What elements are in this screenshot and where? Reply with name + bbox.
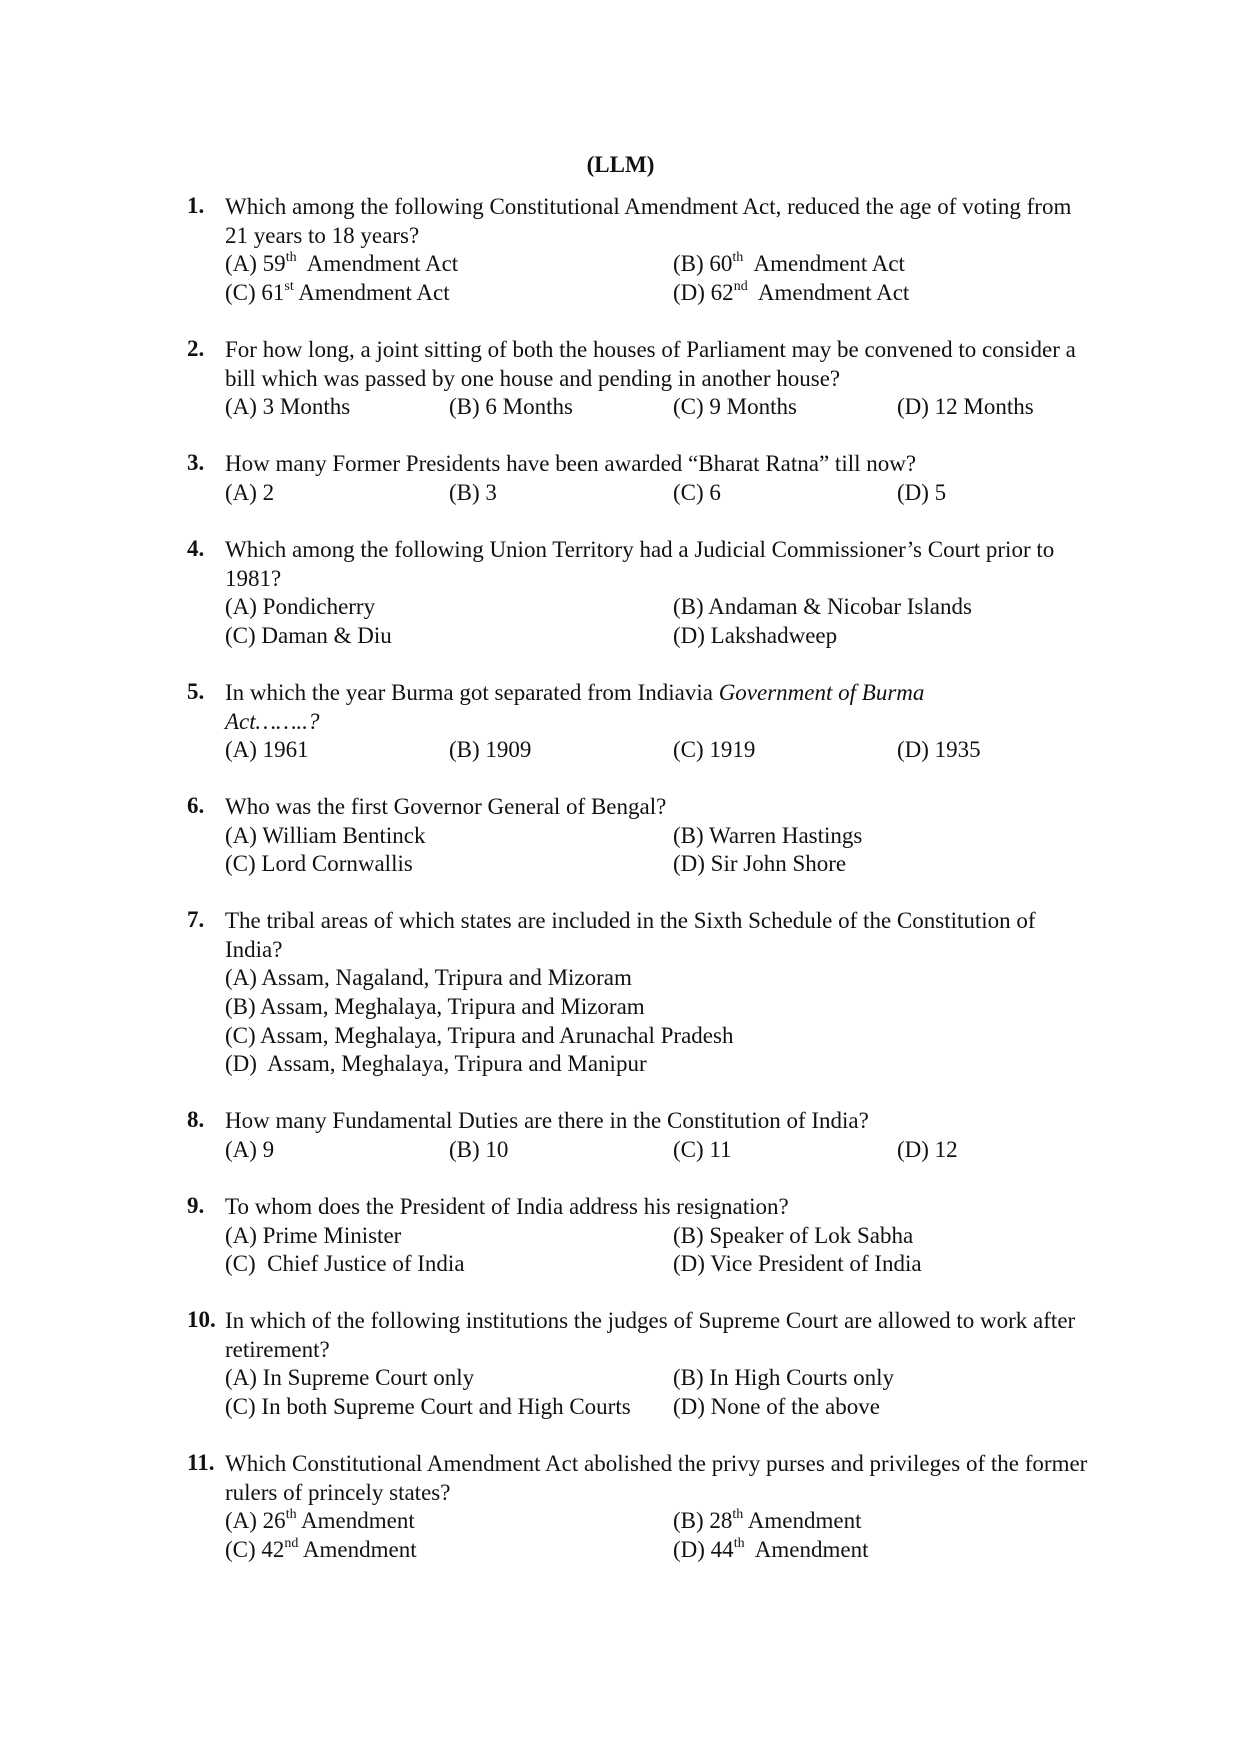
act-name: Government of Burma Act……..? — [225, 680, 925, 734]
option-c: (C) 11 — [673, 1136, 732, 1162]
option-a: (A) 59th Amendment Act — [225, 250, 459, 277]
option-c: (C) 42nd Amendment — [225, 1536, 417, 1563]
option-b: (B) 60th Amendment Act — [673, 250, 905, 277]
option-d: (D) 1935 — [897, 737, 981, 763]
option-d: (D) None of the above — [673, 1394, 880, 1420]
option-a: (A) 26th Amendment — [225, 1507, 415, 1534]
question-number: 5. — [187, 679, 205, 704]
question-number: 2. — [187, 336, 205, 361]
option-b: (B) Andaman & Nicobar Islands — [673, 594, 972, 620]
option-d: (D) 12 — [897, 1136, 958, 1162]
question-text: How many Fundamental Duties are there in the Constitution of India? — [225, 1108, 869, 1133]
option-d: (D) Sir John Shore — [673, 851, 847, 877]
question-number: 8. — [187, 1107, 205, 1132]
question-text: Who was the first Governor General of Bengal? — [225, 794, 667, 819]
question-6 — [187, 793, 1092, 879]
question-text: For how long, a joint sitting of both the houses of Parliament may be convened to consider a bill which was passed by one house and pending in another house? — [225, 337, 1076, 391]
question-number: 1. — [187, 193, 205, 218]
question-9 — [187, 1193, 1092, 1279]
option-b: (B) Assam, Meghalaya, Tripura and Mizoram — [225, 994, 645, 1020]
question-text: Which among the following Union Territory had a Judicial Commissioner’s Court prior to 1981? — [225, 537, 1055, 591]
question-text: In which of the following institutions the judges of Supreme Court are allowed to work after retirement? — [225, 1308, 1076, 1362]
question-number: 4. — [187, 536, 205, 561]
option-a: (A) 2 — [225, 479, 275, 505]
question-5 — [187, 679, 1092, 765]
option-c: (C) Assam, Meghalaya, Tripura and Arunachal Pradesh — [225, 1022, 734, 1048]
question-number: 7. — [187, 907, 205, 932]
question-number: 9. — [187, 1193, 205, 1218]
question-1 — [187, 193, 1092, 308]
option-b: (B) Speaker of Lok Sabha — [673, 1222, 914, 1248]
question-8 — [187, 1107, 1092, 1164]
option-c: (C) In both Supreme Court and High Courts — [225, 1394, 631, 1420]
option-b: (B) 10 — [449, 1136, 509, 1162]
option-a: (A) 3 Months — [225, 394, 351, 420]
question-11 — [187, 1450, 1092, 1565]
option-a: (A) Assam, Nagaland, Tripura and Mizoram — [225, 965, 632, 991]
option-b: (B) 28th Amendment — [673, 1507, 862, 1534]
option-d: (D) 5 — [897, 479, 947, 505]
option-c: (C) Chief Justice of India — [225, 1251, 465, 1277]
question-2 — [187, 336, 1092, 422]
option-a: (A) William Bentinck — [225, 822, 426, 848]
option-c: (C) 9 Months — [673, 394, 797, 420]
option-a: (A) Prime Minister — [225, 1222, 402, 1248]
question-number: 11. — [187, 1450, 215, 1475]
option-a: (A) 9 — [225, 1136, 275, 1162]
option-d: (D) Lakshadweep — [673, 623, 838, 649]
question-number: 10. — [187, 1307, 216, 1332]
option-d: (D) 44th Amendment — [673, 1536, 869, 1563]
question-text: To whom does the President of India address his resignation? — [225, 1194, 789, 1219]
option-c: (C) 1919 — [673, 737, 756, 763]
question-number: 6. — [187, 793, 205, 818]
question-7 — [187, 907, 1092, 1079]
question-text: In which the year Burma got separated from Indiavia Government of Burma Act……..? — [225, 680, 925, 734]
question-3 — [187, 450, 1092, 507]
option-d: (D) 62nd Amendment Act — [673, 279, 910, 306]
option-a: (A) 1961 — [225, 737, 309, 763]
question-text: Which among the following Constitutional Amendment Act, reduced the age of voting from 21 years to 18 years? — [225, 194, 1072, 248]
option-b: (B) 6 Months — [449, 394, 573, 420]
option-b: (B) 1909 — [449, 737, 532, 763]
question-10 — [187, 1307, 1092, 1422]
option-d: (D) Assam, Meghalaya, Tripura and Manipur — [225, 1051, 647, 1077]
option-c: (C) Lord Cornwallis — [225, 851, 413, 877]
question-text: How many Former Presidents have been awarded “Bharat Ratna” till now? — [225, 451, 917, 476]
option-d: (D) Vice President of India — [673, 1251, 922, 1277]
option-b: (B) 3 — [449, 479, 497, 505]
option-a: (A) In Supreme Court only — [225, 1365, 475, 1391]
question-text: The tribal areas of which states are included in the Sixth Schedule of the Constitution of India? — [225, 908, 1036, 962]
question-text: Which Constitutional Amendment Act abolished the privy purses and privileges of the former rulers of princely states? — [225, 1451, 1088, 1505]
option-b: (B) Warren Hastings — [673, 822, 863, 848]
option-c: (C) Daman & Diu — [225, 623, 392, 649]
option-d: (D) 12 Months — [897, 394, 1034, 420]
option-b: (B) In High Courts only — [673, 1365, 895, 1391]
question-number: 3. — [187, 450, 205, 475]
option-a: (A) Pondicherry — [225, 594, 376, 620]
page-title: (LLM) — [586, 152, 655, 177]
option-c: (C) 61st Amendment Act — [225, 279, 450, 306]
question-4 — [187, 536, 1092, 651]
option-c: (C) 6 — [673, 479, 721, 505]
